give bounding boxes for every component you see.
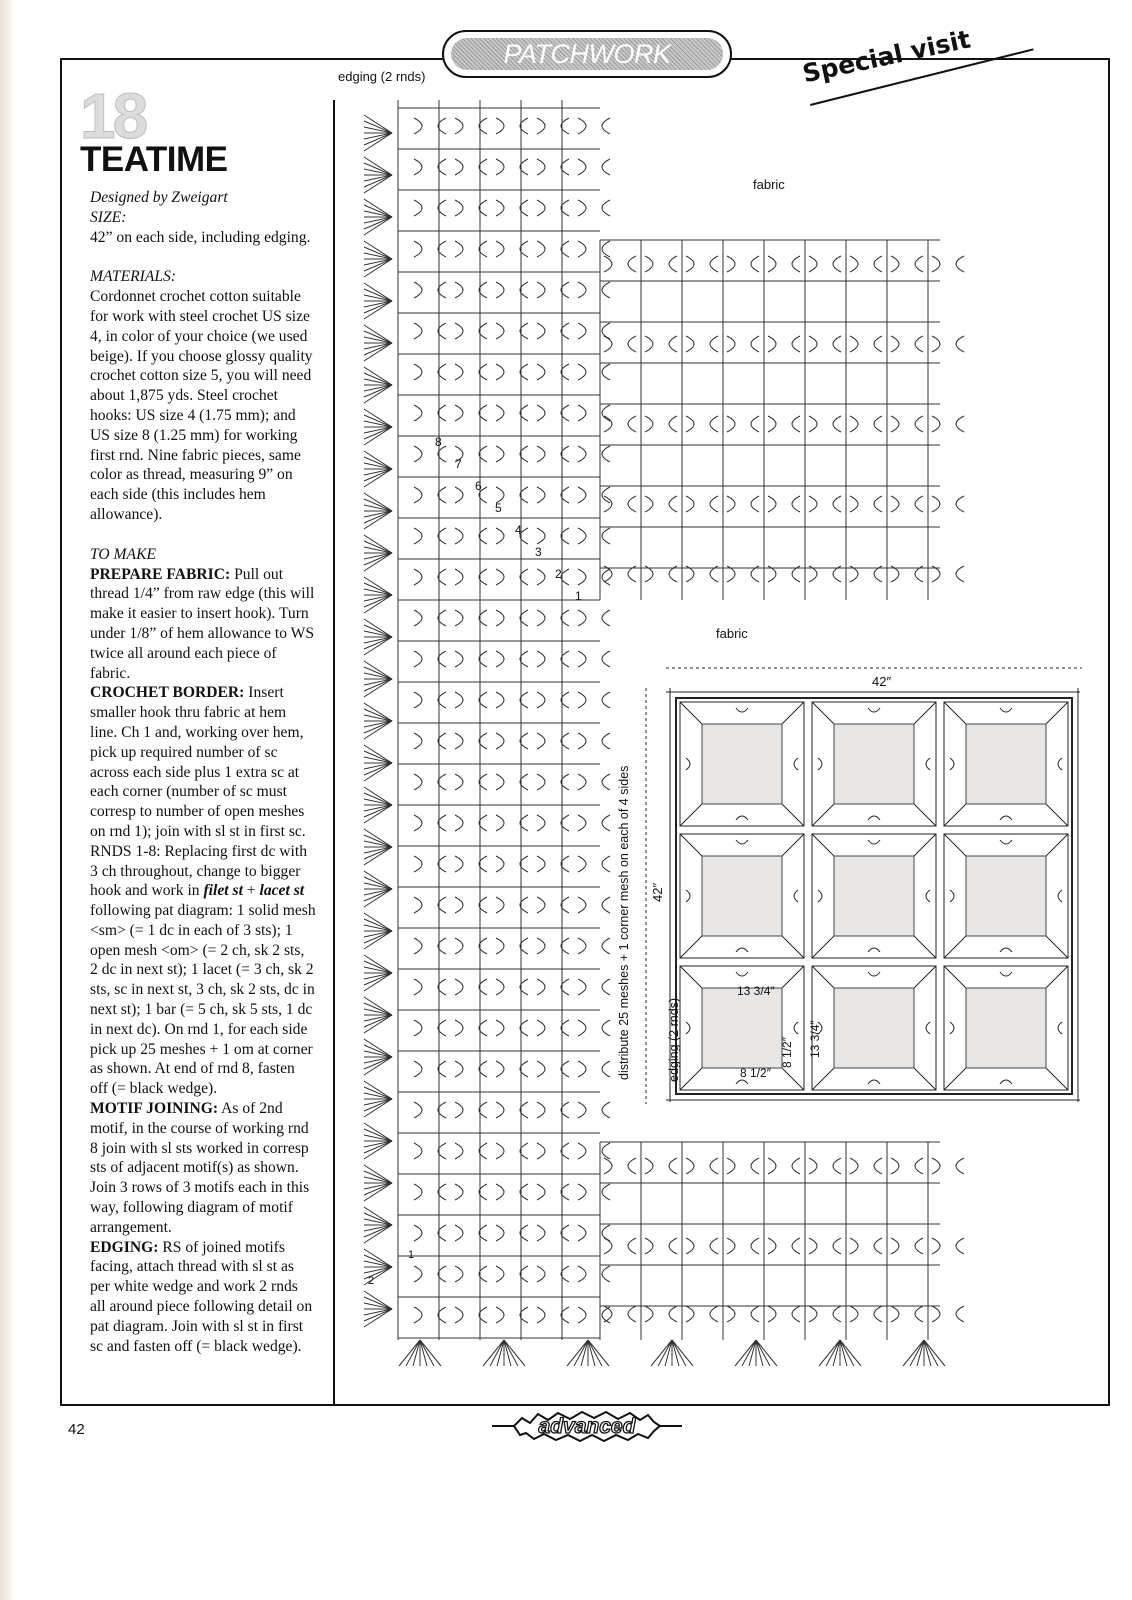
layout-side-note: distribute 25 meshes + 1 corner mesh on each of 4 sides <box>617 765 631 1080</box>
motif-corner-line <box>914 834 936 856</box>
fabric-square <box>702 856 782 936</box>
motif-corner-line <box>944 966 966 988</box>
motif-corner-line <box>914 1068 936 1090</box>
motif-corner-line <box>812 834 834 856</box>
motif-corner-line <box>782 804 804 826</box>
fabric-label-top: fabric <box>753 177 785 192</box>
round-number: 7 <box>455 457 462 471</box>
step-crochet-border: CROCHET BORDER: Insert smaller hook thru fabric at hem line. Ch 1 and, working over hem, pick up required number of sc across each side plus 1 extra sc at each corner (number of sc must corresp to number of open meshes on rnd 1); join with sl st in first sc. <box>90 684 306 840</box>
motif-corner-line <box>812 804 834 826</box>
motif-corner-line <box>944 702 966 724</box>
designer-credit: Designed by Zweigart <box>90 189 228 206</box>
motif-corner-line <box>782 936 804 958</box>
motif-corner-line <box>914 702 936 724</box>
size-label: SIZE: <box>90 208 127 226</box>
round-number: 6 <box>475 479 482 493</box>
motif-size-vertical-label: 13 3/4″ <box>808 1020 822 1058</box>
layout-width-label: 42″ <box>872 674 892 689</box>
step-edging: EDGING: RS of joined motifs facing, attach thread with sl st as per white wedge and work 2 rnds all around piece following detail on pat diagram. Join with sl st in first sc and fasten off (= black wedge). <box>90 1238 313 1355</box>
round-number: 3 <box>535 545 542 559</box>
motif-corner-line <box>1046 804 1068 826</box>
size-text: 42” on each side, including edging. <box>90 228 311 246</box>
edging-round-number: 2 <box>368 1275 375 1287</box>
to-make-label: TO MAKE <box>90 545 156 563</box>
section-title: PATCHWORK <box>503 38 671 69</box>
motif-corner-line <box>680 1068 702 1090</box>
pattern-number: 18 <box>80 80 146 152</box>
motif-corner-line <box>944 834 966 856</box>
layout-edging-label: edging (2 rnds) <box>667 997 681 1082</box>
step-motif-joining: MOTIF JOINING: As of 2nd motif, in the course of working rnd 8 join with sl sts worked in corresp sts of adjacent motif(s) as shown. Join 3 rows of 3 motifs each in this way, following diagram of motif arrangement. <box>90 1100 310 1236</box>
motif-corner-line <box>1046 702 1068 724</box>
pattern-title: TEATIME <box>80 140 228 179</box>
motif-corner-line <box>944 936 966 958</box>
motif-corner-line <box>914 966 936 988</box>
special-visit-badge: Special visit <box>800 24 973 89</box>
motif-corner-line <box>1046 936 1068 958</box>
materials-text: Cordonnet crochet cotton suitable for work with steel crochet US size 4, in color of your choice (we used beige). If you choose glossy quality crochet cotton size 5, you will need about 1,875 yds. Steel crochet hooks: US size 4 (1.75 mm); and US size 8 (1.25 mm) for working first rnd. Nine fabric pieces, same color as thread, measuring 9” on each side (this includes hem allowance). <box>90 288 313 523</box>
round-number: 2 <box>555 567 562 581</box>
step-rnds: RNDS 1-8: Replacing first dc with 3 ch throughout, change to bigger hook and work in filet st + lacet st following pat diagram: 1 solid mesh <sm> (= 1 dc in each of 3 sts); 1 open mesh <om> (= 2 ch, sk 2 sts, 2 dc in next st); 1 lacet (= 3 ch, sk 2 sts, sc in next st, 3 ch, sk 2 sts, dc in next st); 1 bar (= 5 ch, sk 5 sts, 1 dc in next dc). On rnd 1, for each side pick up 25 meshes + 1 om at corner as shown. At end of rnd 8, fasten off (= black wedge). <box>90 842 316 1098</box>
motif-corner-line <box>914 804 936 826</box>
round-number: 8 <box>435 435 442 449</box>
motif-corner-line <box>1046 834 1068 856</box>
motif-corner-line <box>680 936 702 958</box>
advanced-level-badge <box>492 1404 682 1448</box>
edging-label: edging (2 rnds) <box>338 69 426 84</box>
fabric-square <box>966 988 1046 1068</box>
motif-size-label: 13 3/4″ <box>737 984 775 998</box>
motif-corner-line <box>1046 966 1068 988</box>
motif-corner-line <box>782 1068 804 1090</box>
motif-corner-line <box>782 702 804 724</box>
fabric-square <box>966 724 1046 804</box>
motif-corner-line <box>1046 1068 1068 1090</box>
motif-corner-line <box>914 936 936 958</box>
motif-corner-line <box>782 966 804 988</box>
motif-corner-line <box>680 834 702 856</box>
motif-corner-line <box>944 1068 966 1090</box>
motif-corner-line <box>680 702 702 724</box>
edging-round-number: 1 <box>408 1249 415 1261</box>
fabric-label-middle: fabric <box>716 626 748 641</box>
fabric-square <box>834 988 914 1068</box>
fabric-square <box>834 724 914 804</box>
fabric-square <box>834 856 914 936</box>
fabric-square <box>702 724 782 804</box>
round-number: 1 <box>575 589 582 603</box>
round-number: 5 <box>495 501 502 515</box>
level-text: advanced <box>538 1415 636 1438</box>
motif-corner-line <box>944 804 966 826</box>
round-number: 4 <box>515 523 522 537</box>
fabric-size-vertical-label: 8 1/2″ <box>780 1037 794 1068</box>
motif-corner-line <box>812 936 834 958</box>
motif-corner-line <box>812 702 834 724</box>
motif-corner-line <box>680 966 702 988</box>
fabric-square <box>966 856 1046 936</box>
fabric-size-label: 8 1/2″ <box>740 1066 771 1080</box>
layout-height-label: 42″ <box>650 882 665 902</box>
motif-corner-line <box>812 1068 834 1090</box>
motif-corner-line <box>782 834 804 856</box>
motif-corner-line <box>812 966 834 988</box>
materials-label: MATERIALS: <box>90 268 177 286</box>
motif-corner-line <box>680 804 702 826</box>
step-prepare-fabric: PREPARE FABRIC: Pull out thread 1/4” from raw edge (this will make it easier to insert hook). Turn under 1/8” of hem allowance to WS twice all around each piece of fabric. <box>90 565 315 682</box>
page-number: 42 <box>68 1421 85 1438</box>
fabric-square <box>702 988 782 1068</box>
